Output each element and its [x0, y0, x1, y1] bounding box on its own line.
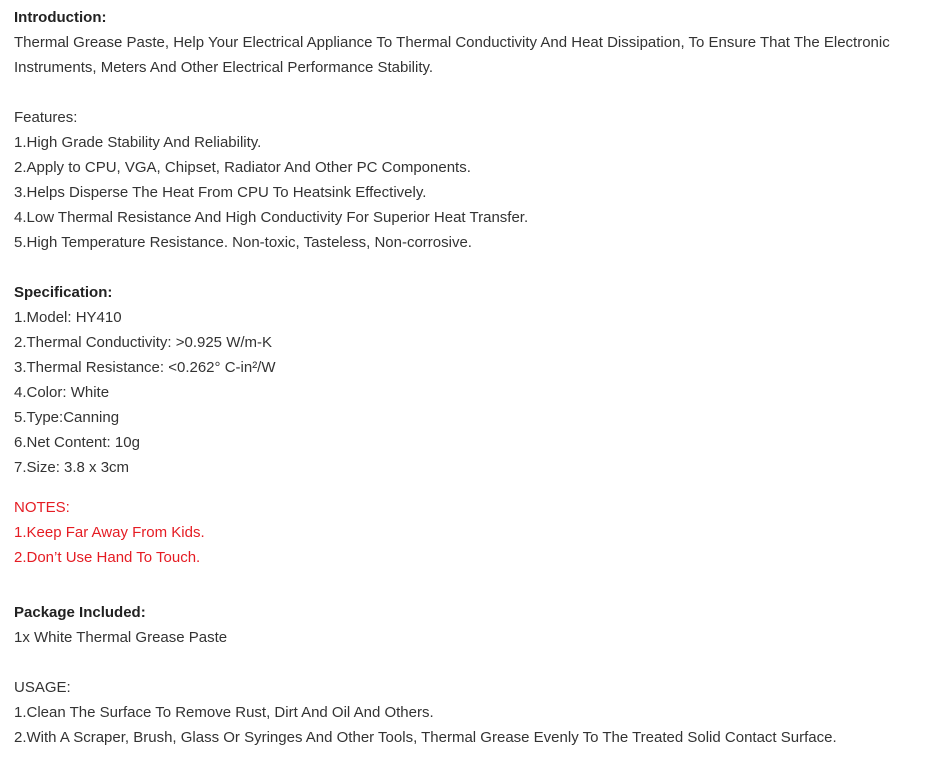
- feature-item: 3.Helps Disperse The Heat From CPU To Heatsink Effectively.: [14, 184, 427, 201]
- specification-item: 6.Net Content: 10g: [14, 434, 140, 451]
- usage-heading: USAGE:: [14, 679, 71, 696]
- introduction-text: Thermal Grease Paste, Help Your Electrical Appliance To Thermal Conductivity And Heat Dissipation, To Ensure That The Electronic Instruments, Meters And Other Electrical Performance Stability.: [14, 34, 890, 76]
- specification-item: 2.Thermal Conductivity: >0.925 W/m-K: [14, 334, 273, 351]
- features-section: [14, 105, 949, 255]
- feature-item: 5.High Temperature Resistance. Non-toxic, Tasteless, Non-corrosive.: [14, 234, 472, 251]
- usage-item: 2.With A Scraper, Brush, Glass Or Syringes And Other Tools, Thermal Grease Evenly To The Treated Solid Contact Surface.: [14, 729, 837, 746]
- section-spacer: [14, 650, 949, 675]
- feature-item: 4.Low Thermal Resistance And High Conductivity For Superior Heat Transfer.: [14, 209, 529, 226]
- note-item: 2.Don’t Use Hand To Touch.: [14, 549, 201, 566]
- note-item: 1.Keep Far Away From Kids.: [14, 524, 205, 541]
- specification-item: 5.Type:Canning: [14, 409, 120, 426]
- notes-section: [14, 495, 949, 570]
- section-spacer: [14, 570, 949, 600]
- specification-item: 3.Thermal Resistance: <0.262° C-in²/W: [14, 359, 276, 376]
- package-heading: Package Included:: [14, 604, 146, 621]
- package-item: 1x White Thermal Grease Paste: [14, 629, 228, 646]
- feature-item: 2.Apply to CPU, VGA, Chipset, Radiator And Other PC Components.: [14, 159, 471, 176]
- section-spacer: [14, 80, 949, 105]
- introduction-heading: Introduction:: [14, 9, 107, 26]
- package-section: [14, 600, 949, 650]
- feature-item: 1.High Grade Stability And Reliability.: [14, 134, 262, 151]
- notes-heading: NOTES:: [14, 499, 70, 516]
- features-heading: Features:: [14, 109, 78, 126]
- usage-item: 1.Clean The Surface To Remove Rust, Dirt And Oil And Others.: [14, 704, 434, 721]
- specification-heading: Specification:: [14, 284, 113, 301]
- specification-item: 7.Size: 3.8 x 3cm: [14, 459, 130, 476]
- specification-item: 4.Color: White: [14, 384, 110, 401]
- introduction-section: [14, 5, 949, 80]
- specification-section: [14, 280, 949, 480]
- specification-item: 1.Model: HY410: [14, 309, 122, 326]
- usage-section: [14, 675, 949, 750]
- section-spacer: [14, 255, 949, 280]
- section-spacer: [14, 480, 949, 495]
